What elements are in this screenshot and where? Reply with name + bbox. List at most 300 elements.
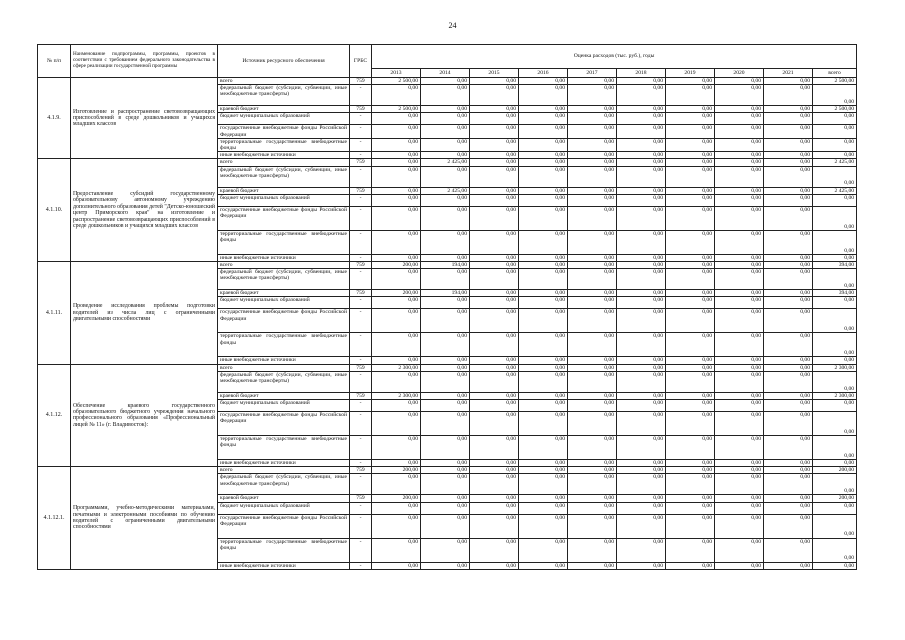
amount-cell: 200,00 (372, 290, 421, 297)
header-year: 2013 (372, 69, 421, 78)
amount-cell: 0,00 (568, 333, 617, 357)
amount-cell: 2 425,00 (813, 159, 857, 166)
amount-cell: 0,00 (421, 125, 470, 138)
grbs-code: - (350, 125, 372, 138)
amount-cell: 0,00 (813, 400, 857, 412)
funding-source: всего (218, 467, 350, 474)
amount-cell: 0,00 (421, 206, 470, 230)
amount-cell: 0,00 (813, 357, 857, 364)
header-grbs: ГРБС (350, 45, 372, 78)
amount-cell: 0,00 (470, 106, 519, 113)
grbs-code: - (350, 371, 372, 392)
amount-cell: 0,00 (617, 364, 666, 371)
amount-cell: 0,00 (764, 502, 813, 514)
amount-cell: 0,00 (617, 495, 666, 502)
amount-cell: 0,00 (519, 357, 568, 364)
amount-cell: 0,00 (764, 290, 813, 297)
amount-cell: 0,00 (470, 562, 519, 569)
amount-cell: 0,00 (813, 194, 857, 206)
item-name: Проведение исследования проблемы подготовки водителей из числа лиц с ограниченными двигательными способностями (71, 262, 218, 365)
grbs-code: - (350, 297, 372, 309)
table-row (38, 364, 857, 371)
amount-cell: 0,00 (715, 538, 764, 562)
funding-source: территориальные государственные внебюджетные фонды (218, 538, 350, 562)
amount-cell: 0,00 (568, 85, 617, 106)
amount-cell: 0,00 (519, 187, 568, 194)
amount-cell: 0,00 (715, 78, 764, 85)
amount-cell: 0,00 (715, 412, 764, 436)
amount-cell: 0,00 (421, 467, 470, 474)
amount-cell: 0,00 (715, 85, 764, 106)
amount-cell: 0,00 (813, 514, 857, 538)
amount-cell: 0,00 (715, 106, 764, 113)
amount-cell: 0,00 (617, 371, 666, 392)
header-year: 2015 (470, 69, 519, 78)
amount-cell: 0,00 (372, 357, 421, 364)
amount-cell: 0,00 (813, 138, 857, 151)
amount-cell: 0,00 (764, 254, 813, 261)
amount-cell: 0,00 (470, 333, 519, 357)
grbs-code: - (350, 113, 372, 125)
grbs-code: - (350, 152, 372, 159)
amount-cell: 0,00 (519, 400, 568, 412)
amount-cell: 0,00 (764, 187, 813, 194)
header-name: Наименование подпрограммы, программы, проектов в соответствии с требованием федерального законодательства в сфере реализации государственной программы (71, 45, 218, 78)
amount-cell: 0,00 (519, 106, 568, 113)
amount-cell: 0,00 (813, 562, 857, 569)
grbs-code: 759 (350, 364, 372, 371)
amount-cell: 0,00 (519, 467, 568, 474)
amount-cell: 0,00 (519, 206, 568, 230)
amount-cell: 0,00 (519, 125, 568, 138)
amount-cell: 0,00 (813, 412, 857, 436)
funding-source: государственные внебюджетные фонды Российской Федерации (218, 514, 350, 538)
amount-cell: 0,00 (519, 194, 568, 206)
grbs-code: - (350, 85, 372, 106)
amount-cell: 0,00 (715, 187, 764, 194)
item-name: Программами, учебно-методическими материалами, печатными и электронными пособиями по обучению водителей с ограниченными двигательными способностями (71, 467, 218, 570)
amount-cell: 0,00 (519, 297, 568, 309)
amount-cell: 0,00 (617, 333, 666, 357)
amount-cell: 0,00 (470, 85, 519, 106)
amount-cell: 0,00 (617, 467, 666, 474)
amount-cell: 0,00 (421, 474, 470, 495)
amount-cell: 0,00 (519, 152, 568, 159)
amount-cell: 0,00 (421, 254, 470, 261)
amount-cell: 0,00 (764, 113, 813, 125)
amount-cell: 0,00 (519, 412, 568, 436)
amount-cell: 0,00 (568, 309, 617, 333)
amount-cell: 0,00 (421, 562, 470, 569)
amount-cell: 0,00 (764, 364, 813, 371)
amount-cell: 0,00 (813, 297, 857, 309)
amount-cell: 0,00 (813, 333, 857, 357)
amount-cell: 0,00 (421, 297, 470, 309)
amount-cell: 0,00 (372, 333, 421, 357)
amount-cell: 0,00 (715, 194, 764, 206)
amount-cell: 0,00 (421, 85, 470, 106)
amount-cell: 0,00 (666, 371, 715, 392)
grbs-code: - (350, 538, 372, 562)
amount-cell: 0,00 (764, 309, 813, 333)
amount-cell: 0,00 (421, 269, 470, 290)
funding-source: иные внебюджетные источники (218, 460, 350, 467)
amount-cell: 0,00 (519, 269, 568, 290)
amount-cell: 0,00 (568, 371, 617, 392)
amount-cell: 0,00 (666, 436, 715, 460)
grbs-code: 759 (350, 159, 372, 166)
amount-cell: 0,00 (421, 138, 470, 151)
amount-cell: 0,00 (617, 412, 666, 436)
amount-cell: 0,00 (666, 106, 715, 113)
funding-source: краевой бюджет (218, 106, 350, 113)
amount-cell: 2 500,00 (813, 106, 857, 113)
amount-cell: 0,00 (372, 159, 421, 166)
amount-cell: 0,00 (470, 392, 519, 399)
amount-cell: 0,00 (715, 230, 764, 254)
amount-cell: 0,00 (568, 78, 617, 85)
amount-cell: 0,00 (764, 125, 813, 138)
funding-source: территориальные государственные внебюджетные фонды (218, 333, 350, 357)
amount-cell: 0,00 (470, 364, 519, 371)
amount-cell: 0,00 (666, 254, 715, 261)
amount-cell: 0,00 (764, 538, 813, 562)
funding-source: иные внебюджетные источники (218, 254, 350, 261)
table-row (38, 262, 857, 269)
item-number: 4.1.12. (38, 364, 71, 467)
amount-cell: 0,00 (764, 333, 813, 357)
amount-cell: 0,00 (666, 230, 715, 254)
amount-cell: 0,00 (519, 562, 568, 569)
amount-cell: 0,00 (666, 152, 715, 159)
amount-cell: 0,00 (715, 514, 764, 538)
expenditure-table (37, 44, 857, 570)
grbs-code: - (350, 412, 372, 436)
amount-cell: 0,00 (372, 474, 421, 495)
amount-cell: 0,00 (470, 412, 519, 436)
amount-cell: 0,00 (715, 166, 764, 187)
grbs-code: - (350, 400, 372, 412)
grbs-code: 759 (350, 106, 372, 113)
header-year: 2021 (764, 69, 813, 78)
amount-cell: 0,00 (764, 230, 813, 254)
funding-source: иные внебюджетные источники (218, 357, 350, 364)
header-estimate: Оценка расходов (тыс. руб.), годы (372, 45, 857, 69)
amount-cell: 0,00 (617, 138, 666, 151)
amount-cell: 0,00 (421, 538, 470, 562)
funding-source: всего (218, 78, 350, 85)
amount-cell: 0,00 (568, 106, 617, 113)
funding-source: краевой бюджет (218, 495, 350, 502)
amount-cell: 0,00 (372, 460, 421, 467)
grbs-code: - (350, 166, 372, 187)
amount-cell: 0,00 (617, 187, 666, 194)
amount-cell: 0,00 (715, 125, 764, 138)
amount-cell: 0,00 (764, 194, 813, 206)
amount-cell: 0,00 (519, 495, 568, 502)
amount-cell: 0,00 (813, 538, 857, 562)
header-year: 2014 (421, 69, 470, 78)
header-year: 2019 (666, 69, 715, 78)
grbs-code: - (350, 230, 372, 254)
amount-cell: 0,00 (568, 187, 617, 194)
amount-cell: 0,00 (617, 538, 666, 562)
amount-cell: 0,00 (666, 392, 715, 399)
amount-cell: 0,00 (372, 538, 421, 562)
amount-cell: 0,00 (470, 262, 519, 269)
table-row (38, 467, 857, 474)
grbs-code: 759 (350, 392, 372, 399)
amount-cell: 0,00 (421, 230, 470, 254)
amount-cell: 0,00 (568, 562, 617, 569)
funding-source: бюджет муниципальных образований (218, 400, 350, 412)
amount-cell: 0,00 (372, 371, 421, 392)
amount-cell: 0,00 (470, 206, 519, 230)
amount-cell: 0,00 (568, 166, 617, 187)
amount-cell: 0,00 (813, 166, 857, 187)
amount-cell: 0,00 (372, 412, 421, 436)
amount-cell: 0,00 (421, 495, 470, 502)
amount-cell: 0,00 (519, 166, 568, 187)
table-row (38, 159, 857, 166)
amount-cell: 0,00 (519, 230, 568, 254)
funding-source: иные внебюджетные источники (218, 562, 350, 569)
amount-cell: 0,00 (372, 297, 421, 309)
amount-cell: 0,00 (568, 495, 617, 502)
amount-cell: 0,00 (372, 514, 421, 538)
amount-cell: 0,00 (470, 495, 519, 502)
header-source: Источник ресурсного обеспечения (218, 45, 350, 78)
amount-cell: 0,00 (715, 502, 764, 514)
amount-cell: 0,00 (666, 78, 715, 85)
amount-cell: 200,00 (372, 467, 421, 474)
amount-cell: 0,00 (666, 262, 715, 269)
amount-cell: 0,00 (666, 166, 715, 187)
grbs-code: 759 (350, 290, 372, 297)
amount-cell: 0,00 (470, 514, 519, 538)
amount-cell: 0,00 (568, 502, 617, 514)
amount-cell: 0,00 (470, 297, 519, 309)
amount-cell: 0,00 (568, 290, 617, 297)
amount-cell: 0,00 (519, 113, 568, 125)
amount-cell: 0,00 (372, 113, 421, 125)
grbs-code: 759 (350, 467, 372, 474)
funding-source: государственные внебюджетные фонды Российской Федерации (218, 125, 350, 138)
amount-cell: 0,00 (470, 125, 519, 138)
amount-cell: 0,00 (715, 333, 764, 357)
amount-cell: 0,00 (813, 113, 857, 125)
amount-cell: 0,00 (764, 474, 813, 495)
amount-cell: 0,00 (421, 166, 470, 187)
amount-cell: 0,00 (519, 436, 568, 460)
header-year: 2016 (519, 69, 568, 78)
amount-cell: 194,00 (421, 262, 470, 269)
amount-cell: 0,00 (764, 460, 813, 467)
amount-cell: 0,00 (470, 230, 519, 254)
amount-cell: 0,00 (421, 392, 470, 399)
funding-source: бюджет муниципальных образований (218, 502, 350, 514)
amount-cell: 0,00 (372, 562, 421, 569)
funding-source: государственные внебюджетные фонды Российской Федерации (218, 309, 350, 333)
amount-cell: 0,00 (568, 113, 617, 125)
amount-cell: 0,00 (372, 125, 421, 138)
amount-cell: 0,00 (617, 400, 666, 412)
funding-source: краевой бюджет (218, 392, 350, 399)
amount-cell: 0,00 (666, 85, 715, 106)
amount-cell: 0,00 (764, 152, 813, 159)
amount-cell: 0,00 (617, 230, 666, 254)
amount-cell: 0,00 (568, 138, 617, 151)
amount-cell: 0,00 (421, 333, 470, 357)
header-year: 2017 (568, 69, 617, 78)
amount-cell: 0,00 (666, 187, 715, 194)
amount-cell: 0,00 (568, 159, 617, 166)
amount-cell: 0,00 (813, 371, 857, 392)
amount-cell: 0,00 (470, 460, 519, 467)
amount-cell: 0,00 (470, 474, 519, 495)
amount-cell: 0,00 (666, 538, 715, 562)
amount-cell: 0,00 (568, 400, 617, 412)
amount-cell: 0,00 (813, 436, 857, 460)
amount-cell: 0,00 (519, 138, 568, 151)
amount-cell: 0,00 (617, 357, 666, 364)
amount-cell: 0,00 (519, 159, 568, 166)
amount-cell: 0,00 (617, 85, 666, 106)
amount-cell: 0,00 (617, 460, 666, 467)
amount-cell: 0,00 (764, 106, 813, 113)
amount-cell: 0,00 (568, 297, 617, 309)
amount-cell: 0,00 (715, 269, 764, 290)
amount-cell: 0,00 (372, 187, 421, 194)
amount-cell: 0,00 (715, 357, 764, 364)
amount-cell: 0,00 (372, 400, 421, 412)
item-number: 4.1.9. (38, 78, 71, 159)
amount-cell: 0,00 (813, 502, 857, 514)
amount-cell: 0,00 (764, 495, 813, 502)
grbs-code: - (350, 206, 372, 230)
grbs-code: - (350, 436, 372, 460)
amount-cell: 0,00 (666, 269, 715, 290)
funding-source: федеральный бюджет (субсидии, субвенции, иные межбюджетные трансферты) (218, 269, 350, 290)
amount-cell: 0,00 (666, 125, 715, 138)
amount-cell: 0,00 (666, 159, 715, 166)
amount-cell: 0,00 (666, 194, 715, 206)
amount-cell: 0,00 (715, 297, 764, 309)
grbs-code: - (350, 309, 372, 333)
grbs-code: - (350, 254, 372, 261)
amount-cell: 0,00 (715, 262, 764, 269)
table-row (38, 78, 857, 85)
amount-cell: 0,00 (617, 113, 666, 125)
amount-cell: 0,00 (470, 152, 519, 159)
amount-cell: 0,00 (617, 290, 666, 297)
amount-cell: 2 425,00 (421, 159, 470, 166)
amount-cell: 194,00 (421, 290, 470, 297)
amount-cell: 0,00 (568, 364, 617, 371)
amount-cell: 0,00 (372, 269, 421, 290)
amount-cell: 0,00 (813, 269, 857, 290)
funding-source: иные внебюджетные источники (218, 152, 350, 159)
amount-cell: 0,00 (568, 467, 617, 474)
amount-cell: 0,00 (813, 460, 857, 467)
amount-cell: 0,00 (715, 371, 764, 392)
amount-cell: 0,00 (470, 187, 519, 194)
amount-cell: 0,00 (617, 166, 666, 187)
amount-cell: 0,00 (372, 166, 421, 187)
amount-cell: 0,00 (519, 262, 568, 269)
amount-cell: 0,00 (568, 125, 617, 138)
amount-cell: 0,00 (764, 371, 813, 392)
amount-cell: 2 500,00 (813, 78, 857, 85)
amount-cell: 0,00 (617, 125, 666, 138)
funding-source: территориальные государственные внебюджетные фонды (218, 436, 350, 460)
amount-cell: 0,00 (617, 152, 666, 159)
amount-cell: 0,00 (666, 514, 715, 538)
grbs-code: - (350, 514, 372, 538)
amount-cell: 0,00 (617, 159, 666, 166)
amount-cell: 2 500,00 (372, 106, 421, 113)
header-year: всего (813, 69, 857, 78)
amount-cell: 0,00 (617, 106, 666, 113)
amount-cell: 0,00 (568, 436, 617, 460)
amount-cell: 0,00 (519, 333, 568, 357)
amount-cell: 200,00 (372, 495, 421, 502)
amount-cell: 0,00 (470, 290, 519, 297)
funding-source: всего (218, 159, 350, 166)
amount-cell: 0,00 (715, 138, 764, 151)
amount-cell: 0,00 (568, 206, 617, 230)
funding-source: всего (218, 364, 350, 371)
item-name: Изготовление и распространение световозвращающих приспособлений в среде дошкольников и учащихся младших классов (71, 78, 218, 159)
amount-cell: 0,00 (470, 78, 519, 85)
amount-cell: 200,00 (813, 467, 857, 474)
amount-cell: 0,00 (764, 166, 813, 187)
grbs-code: - (350, 269, 372, 290)
funding-source: территориальные государственные внебюджетные фонды (218, 138, 350, 151)
amount-cell: 0,00 (617, 78, 666, 85)
amount-cell: 0,00 (813, 254, 857, 261)
amount-cell: 0,00 (764, 269, 813, 290)
amount-cell: 0,00 (519, 364, 568, 371)
funding-source: государственные внебюджетные фонды Российской Федерации (218, 412, 350, 436)
amount-cell: 0,00 (519, 78, 568, 85)
amount-cell: 0,00 (617, 514, 666, 538)
amount-cell: 0,00 (421, 502, 470, 514)
item-number: 4.1.12.1. (38, 467, 71, 570)
amount-cell: 0,00 (764, 206, 813, 230)
amount-cell: 0,00 (617, 262, 666, 269)
amount-cell: 0,00 (764, 562, 813, 569)
amount-cell: 0,00 (813, 474, 857, 495)
amount-cell: 0,00 (764, 159, 813, 166)
grbs-code: - (350, 194, 372, 206)
amount-cell: 0,00 (421, 364, 470, 371)
amount-cell: 0,00 (421, 309, 470, 333)
amount-cell: 0,00 (617, 436, 666, 460)
grbs-code: 759 (350, 495, 372, 502)
amount-cell: 0,00 (470, 269, 519, 290)
amount-cell: 2 300,00 (372, 364, 421, 371)
amount-cell: 0,00 (666, 138, 715, 151)
amount-cell: 0,00 (715, 159, 764, 166)
amount-cell: 0,00 (715, 254, 764, 261)
amount-cell: 2 425,00 (421, 187, 470, 194)
item-number: 4.1.10. (38, 159, 71, 262)
funding-source: бюджет муниципальных образований (218, 297, 350, 309)
amount-cell: 0,00 (568, 254, 617, 261)
amount-cell: 0,00 (519, 290, 568, 297)
grbs-code: 759 (350, 262, 372, 269)
